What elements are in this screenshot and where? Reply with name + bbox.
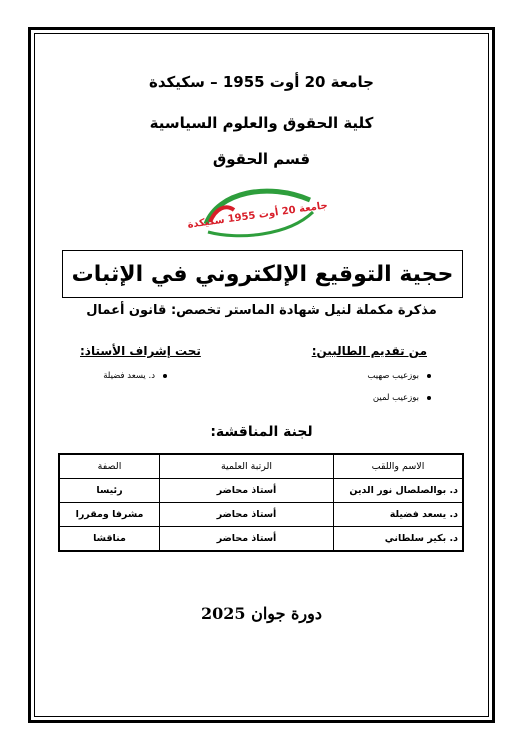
member-rank: أستاذ محاضر — [160, 503, 334, 527]
bullet-icon — [163, 374, 167, 378]
member-role: مشرفا ومقررا — [59, 503, 160, 527]
table-row — [59, 527, 463, 552]
header-name: الاسم واللقب — [334, 454, 464, 479]
header-role: الصفة — [59, 454, 160, 479]
thesis-subtitle: مذكرة مكملة لنيل شهادة الماستر تخصص: قانون أعمال — [86, 303, 437, 318]
supervisor-item — [103, 371, 167, 381]
student-item — [367, 371, 431, 381]
bullet-icon — [427, 396, 431, 400]
logo-text: جامعة 20 أوت 1955 سكيكدة — [186, 200, 329, 231]
header-rank: الرتبة العلمية — [160, 454, 334, 479]
department-name: قسم الحقوق — [212, 150, 311, 168]
student-item — [373, 393, 431, 403]
committee-label: لجنة المناقشة: — [210, 424, 313, 440]
supervisor-label: تحت إشراف الأستاذ: — [80, 344, 201, 358]
member-rank: أستاذ محاضر — [160, 479, 334, 503]
bullet-icon — [427, 374, 431, 378]
table-row — [59, 503, 463, 527]
students-label: من تقديم الطالبين: — [311, 344, 427, 358]
session-date: دورة جوان 2025 — [201, 604, 322, 623]
member-role: رئيسا — [59, 479, 160, 503]
supervisor-name: د. يسعد فضيلة — [103, 371, 155, 381]
faculty-name: كلية الحقوق والعلوم السياسية — [149, 114, 374, 132]
member-name: د. بكير سلطاني — [334, 527, 464, 552]
title-box — [62, 250, 463, 298]
table-row — [59, 479, 463, 503]
university-logo — [186, 182, 329, 240]
table-header-row — [59, 454, 463, 479]
committee-table — [58, 453, 464, 552]
member-name: د. بوالصلصال نور الدين — [334, 479, 464, 503]
thesis-title: حجية التوقيع الإلكتروني في الإثبات — [71, 261, 454, 287]
member-rank: أستاذ محاضر — [160, 527, 334, 552]
university-name: جامعة 20 أوت 1955 – سكيكدة — [149, 73, 374, 91]
student-name: بوزعيب لمين — [372, 393, 419, 403]
member-role: مناقشا — [59, 527, 160, 552]
student-name: بوزعيب صهيب — [367, 371, 419, 381]
member-name: د. يسعد فضيلة — [334, 503, 464, 527]
